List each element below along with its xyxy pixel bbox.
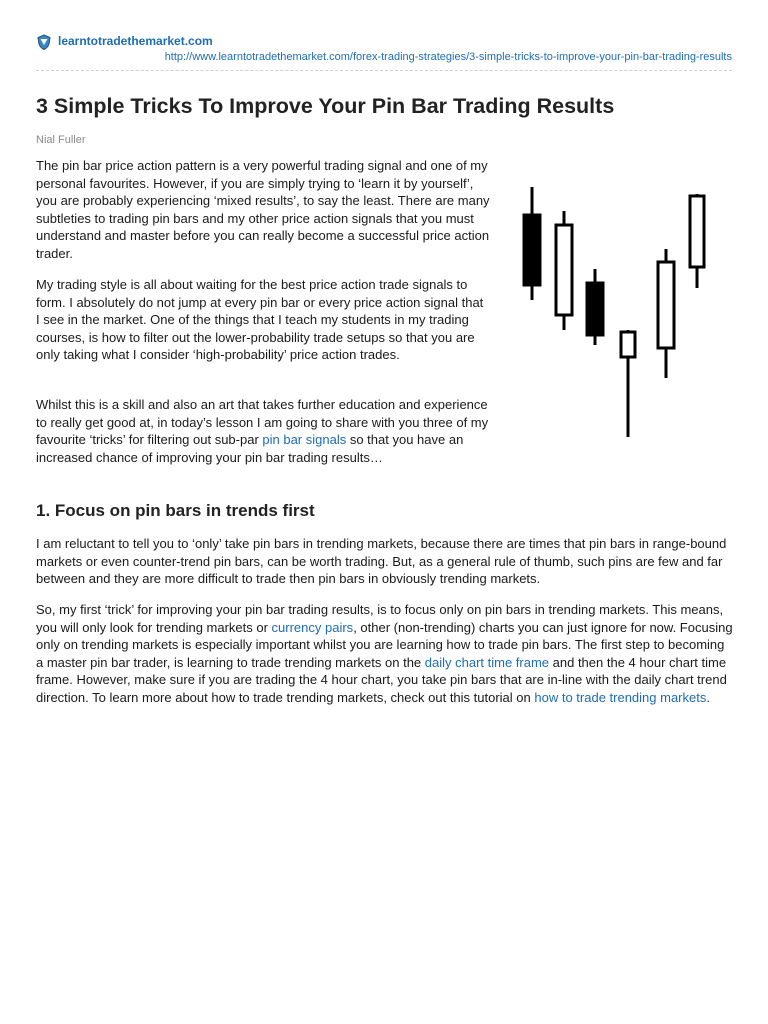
header-divider [36,70,732,71]
shield-logo-icon [36,34,52,50]
source-url-link[interactable]: http://www.learntotradethemarket.com/forex-trading-strategies/3-simple-tricks-to-improve-your-pin-bar-trading-results [164,51,732,63]
pin-bar-signals-link[interactable]: pin bar signals [262,432,347,448]
paragraph-text: Whilst this is a skill and also an art that takes further education and experience to really get good at, in today’s lesson I am going to share with you three of my favourite ‘tricks’ for filtering out sub-par [36,397,489,448]
candle-5 [658,249,674,378]
paragraph-trading-style: My trading style is all about waiting for the best price action trade signals to form. I absolutely do not jump at every pin bar or every price action signal that I see in the market. One of the things that I teach my students in my trading courses, is how to filter out the lower-probability trade setups so that you are only taking what I consider ‘high-probability’ price action trades. [36,277,484,363]
candle-2 [556,211,572,330]
source-site-link[interactable]: learntotradethemarket.com [58,34,213,48]
candle-6 [690,194,704,288]
currency-pairs-link[interactable]: currency pairs [271,619,354,635]
candle-3 [587,269,603,345]
daily-chart-time-frame-link[interactable]: daily chart time frame [424,654,550,670]
candlestick-illustration [510,185,730,445]
paragraph-text: so that you have an increased chance of improving your pin bar trading results… [36,432,464,465]
paragraph-reluctant: I am reluctant to tell you to ‘only’ take pin bars in trending markets, because there are times that pin bars in range-bound markets or even counter-trend pin bars, can be worth trading. But, as a general rule of thumb, such pins are few and far between and they are more difficult to trade then pin bars in obviously trending markets. [36,536,727,587]
paragraph-first-trick [36,601,734,707]
paragraph-text: So, my first ‘trick’ for improving your pin bar trading results, is to focus only on pin bars in trending markets. This means, you will only look for trending markets or [36,602,724,635]
paragraph-text: . [706,689,710,705]
source-header [36,33,732,73]
article-title: 3 Simple Tricks To Improve Your Pin Bar Trading Results [36,94,615,118]
trending-markets-link[interactable]: how to trade trending markets [534,689,707,705]
article-author: Nial Fuller [36,134,86,146]
candle-4-pin-bar [621,330,635,437]
paragraph-intro: The pin bar price action pattern is a very powerful trading signal and one of my personal favourites. However, if you are simply trying to ‘learn it by yourself’, you are probably experiencing ‘mixed results’, to say the least. There are many subtleties to trading pin bars and my other price action signals that you must understand and master before you can really become a successful price action trader. [36,158,490,261]
candle-1 [524,187,540,300]
paragraph-text: , other (non-trending) charts you can just ignore for now. Focusing only on trending markets is especially important whilst you are learning how to trade pin bars. The first step to becoming a master pin bar trader, is learning to trade trending markets on the [36,619,733,670]
paragraph-lesson [36,396,490,466]
paragraph-text: and then the 4 hour chart time frame. However, make sure if you are trading the 4 hour chart, you take pin bars that are in-line with the daily chart trend direction. To learn more about how to trade trending markets, check out this tutorial on [36,654,727,705]
section-heading-1: 1. Focus on pin bars in trends first [36,501,315,520]
